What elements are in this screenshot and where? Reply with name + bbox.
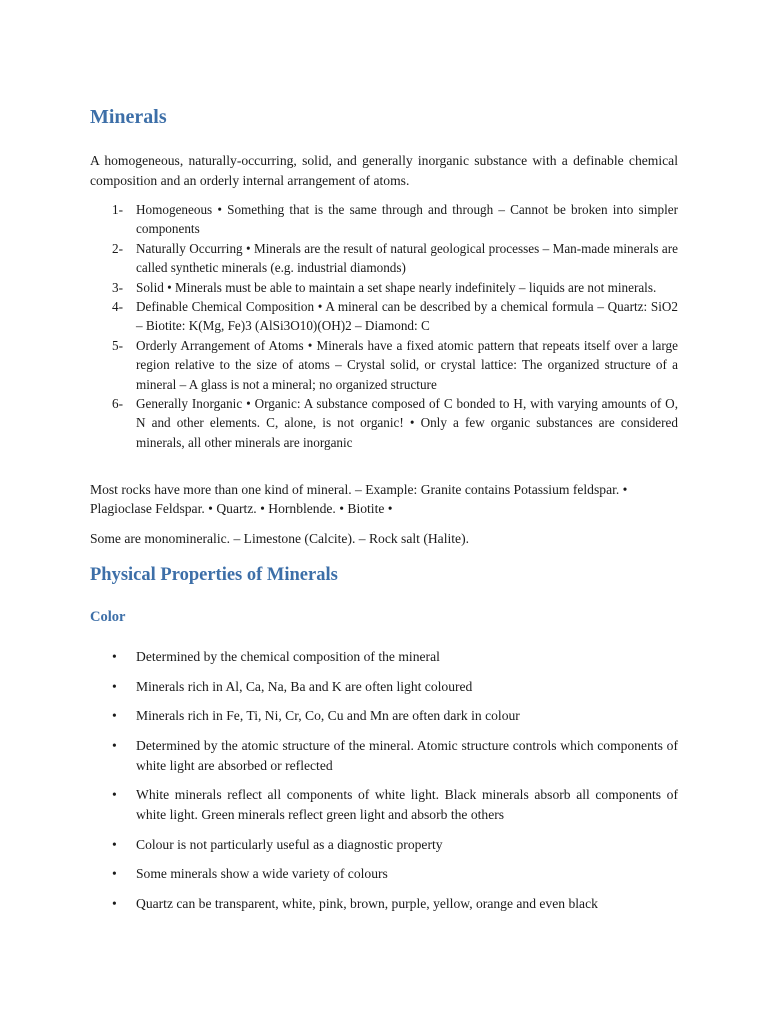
list-item [90, 297, 678, 336]
list-text: Definable Chemical Composition • A mineral can be described by a chemical formula – Quartz: SiO2 – Biotite: K(Mg, Fe)3 (AlSi3O10)(OH)2 – Diamond: C [136, 299, 678, 334]
mineral-criteria-list [90, 200, 678, 452]
list-text: Solid • Minerals must be able to maintain a set shape nearly indefinitely – liquids are not minerals. [136, 279, 657, 295]
bullet-icon: • [112, 678, 117, 694]
list-item [90, 647, 678, 667]
list-text: Determined by the atomic structure of the mineral. Atomic structure controls which components of white light are absorbed or reflected [136, 737, 678, 773]
bullet-icon: • [112, 836, 117, 852]
bullet-icon: • [112, 737, 117, 753]
list-number: 2- [112, 240, 123, 256]
list-item [90, 677, 678, 697]
list-item [90, 239, 678, 278]
intro-paragraph: A homogeneous, naturally-occurring, solid, and generally inorganic substance with a definable chemical composition and an orderly internal arrangement of atoms. [90, 153, 678, 188]
heading-minerals: Minerals [90, 106, 167, 128]
list-text: Homogeneous • Something that is the same through and through – Cannot be broken into simpler components [136, 202, 678, 237]
list-item [90, 336, 678, 394]
list-item [90, 864, 678, 884]
list-item [90, 894, 678, 914]
list-item [90, 278, 678, 297]
list-text: White minerals reflect all components of white light. Black minerals absorb all components of white light. Green minerals reflect green light and absorb the others [136, 787, 678, 822]
list-item [90, 706, 678, 726]
rocks-paragraph: Most rocks have more than one kind of mineral. – Example: Granite contains Potassium feldspar. • Plagioclase Feldspar. • Quartz. • Hornblende. • Biotite • [90, 482, 628, 516]
color-bullet-list [90, 647, 678, 923]
list-number: 1- [112, 202, 123, 217]
list-text: Minerals rich in Fe, Ti, Ni, Cr, Co, Cu and Mn are often dark in colour [136, 708, 520, 723]
bullet-icon: • [112, 708, 117, 723]
list-text: Generally Inorganic • Organic: A substance composed of C bonded to H, with varying amounts of O, N and other elements. C, alone, is not organic! • Only a few organic substances are considered minerals, all other minerals are inorganic [136, 396, 678, 450]
bullet-icon: • [112, 787, 117, 802]
list-number: 6- [112, 396, 123, 412]
list-text: Minerals rich in Al, Ca, Na, Ba and K are often light coloured [136, 678, 473, 694]
list-item [90, 394, 678, 452]
list-item [90, 200, 678, 239]
list-number: 5- [112, 337, 123, 353]
list-item [90, 785, 678, 825]
list-item [90, 835, 678, 855]
bullet-icon: • [112, 866, 117, 881]
list-text: Naturally Occurring • Minerals are the result of natural geological processes – Man-made minerals are called synthetic minerals (e.g. industrial diamonds) [136, 240, 678, 276]
list-number: 3- [112, 279, 123, 295]
list-number: 4- [112, 299, 123, 315]
heading-physical-properties: Physical Properties of Minerals [90, 565, 338, 585]
bullet-icon: • [112, 649, 117, 664]
list-text: Determined by the chemical composition of the mineral [136, 649, 440, 664]
monomineralic-paragraph: Some are monomineralic. – Limestone (Calcite). – Rock salt (Halite). [90, 531, 469, 546]
heading-color: Color [90, 609, 126, 625]
list-text: Colour is not particularly useful as a diagnostic property [136, 836, 443, 852]
list-text: Some minerals show a wide variety of colours [136, 866, 388, 881]
bullet-icon: • [112, 895, 117, 911]
list-item [90, 736, 678, 776]
list-text: Orderly Arrangement of Atoms • Minerals have a fixed atomic pattern that repeats itself over a large region relative to the size of atoms – Crystal solid, or crystal lattice: The organized structure of a mineral – A glass is not a mineral; no organized structure [136, 337, 678, 392]
list-text: Quartz can be transparent, white, pink, brown, purple, yellow, orange and even black [136, 895, 598, 911]
